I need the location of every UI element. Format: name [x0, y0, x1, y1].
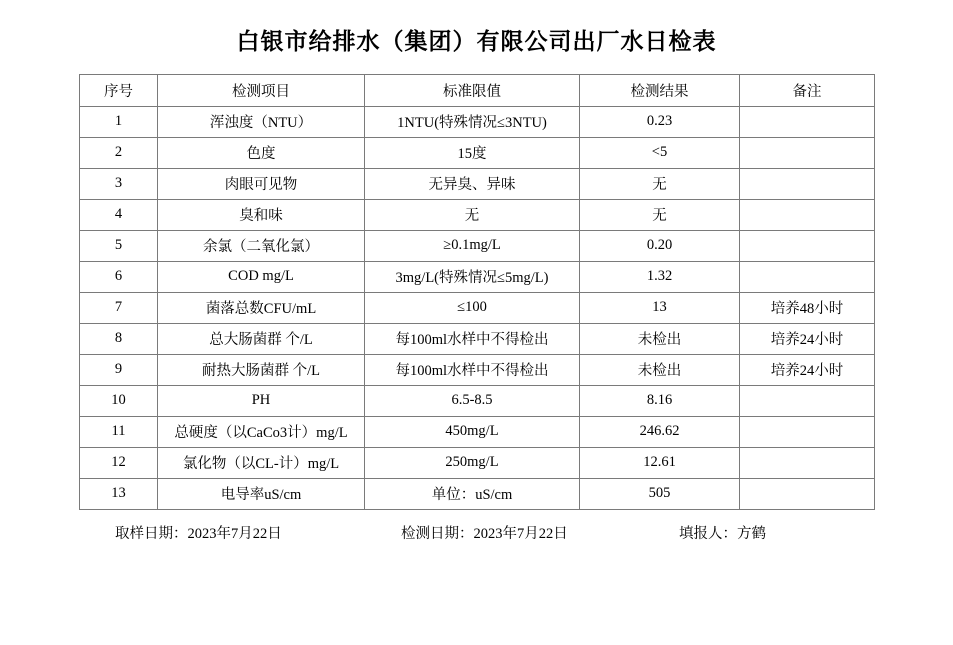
table-row [80, 106, 875, 137]
cell-item: 总硬度（以CaCo3计）mg/L [158, 416, 365, 447]
cell-index: 11 [80, 416, 158, 447]
report-table-wrapper [79, 74, 874, 510]
cell-remark [740, 137, 875, 168]
cell-item: 氯化物（以CL-计）mg/L [158, 447, 365, 478]
cell-item: 总大肠菌群 个/L [158, 323, 365, 354]
cell-item: 菌落总数CFU/mL [158, 292, 365, 323]
table-row [80, 168, 875, 199]
cell-index: 8 [80, 323, 158, 354]
document-page [0, 28, 953, 645]
column-header-index: 序号 [80, 74, 158, 106]
cell-item: 色度 [158, 137, 365, 168]
cell-standard: 1NTU(特殊情况≤3NTU) [365, 106, 580, 137]
table-row [80, 447, 875, 478]
cell-standard: ≤100 [365, 292, 580, 323]
cell-result: 未检出 [580, 354, 740, 385]
cell-index: 2 [80, 137, 158, 168]
cell-index: 7 [80, 292, 158, 323]
cell-result: 无 [580, 168, 740, 199]
cell-standard: 250mg/L [365, 447, 580, 478]
cell-standard: 无异臭、异味 [365, 168, 580, 199]
cell-index: 3 [80, 168, 158, 199]
document-footer [79, 522, 874, 546]
cell-result: 未检出 [580, 323, 740, 354]
cell-standard: 无 [365, 199, 580, 230]
cell-remark: 培养48小时 [740, 292, 875, 323]
cell-index: 12 [80, 447, 158, 478]
cell-standard: 单位：uS/cm [365, 478, 580, 509]
column-header-standard: 标准限值 [365, 74, 580, 106]
cell-result: <5 [580, 137, 740, 168]
table-row [80, 261, 875, 292]
cell-remark [740, 416, 875, 447]
cell-remark [740, 478, 875, 509]
sampling-date: 取样日期：2023年7月22日 [115, 525, 282, 542]
cell-result: 246.62 [580, 416, 740, 447]
cell-remark: 培养24小时 [740, 354, 875, 385]
cell-result: 505 [580, 478, 740, 509]
cell-index: 4 [80, 199, 158, 230]
cell-standard: 每100ml水样中不得检出 [365, 354, 580, 385]
reporter-name: 填报人：方鹤 [679, 525, 766, 542]
cell-remark [740, 199, 875, 230]
cell-item: COD mg/L [158, 261, 365, 292]
cell-standard: ≥0.1mg/L [365, 230, 580, 261]
table-row [80, 323, 875, 354]
table-row [80, 230, 875, 261]
cell-result: 1.32 [580, 261, 740, 292]
cell-result: 无 [580, 199, 740, 230]
cell-remark [740, 385, 875, 416]
testing-date: 检测日期：2023年7月22日 [401, 525, 568, 542]
table-row [80, 137, 875, 168]
cell-item: 余氯（二氧化氯） [158, 230, 365, 261]
cell-item: PH [158, 385, 365, 416]
table-row [80, 354, 875, 385]
cell-index: 13 [80, 478, 158, 509]
table-row [80, 385, 875, 416]
cell-index: 9 [80, 354, 158, 385]
cell-remark [740, 168, 875, 199]
cell-standard: 15度 [365, 137, 580, 168]
cell-item: 浑浊度（NTU） [158, 106, 365, 137]
cell-index: 5 [80, 230, 158, 261]
cell-result: 12.61 [580, 447, 740, 478]
cell-remark: 培养24小时 [740, 323, 875, 354]
cell-result: 8.16 [580, 385, 740, 416]
column-header-item: 检测项目 [158, 74, 365, 106]
cell-result: 13 [580, 292, 740, 323]
cell-remark [740, 230, 875, 261]
cell-item: 臭和味 [158, 199, 365, 230]
cell-item: 耐热大肠菌群 个/L [158, 354, 365, 385]
table-row [80, 416, 875, 447]
cell-remark [740, 106, 875, 137]
cell-index: 6 [80, 261, 158, 292]
cell-remark [740, 261, 875, 292]
table-row [80, 478, 875, 509]
table-row [80, 292, 875, 323]
cell-remark [740, 447, 875, 478]
table-row [80, 199, 875, 230]
cell-result: 0.20 [580, 230, 740, 261]
cell-index: 1 [80, 106, 158, 137]
cell-standard: 3mg/L(特殊情况≤5mg/L) [365, 261, 580, 292]
column-header-remark: 备注 [740, 74, 875, 106]
cell-standard: 每100ml水样中不得检出 [365, 323, 580, 354]
cell-result: 0.23 [580, 106, 740, 137]
cell-item: 电导率uS/cm [158, 478, 365, 509]
column-header-result: 检测结果 [580, 74, 740, 106]
cell-standard: 6.5-8.5 [365, 385, 580, 416]
water-quality-table [79, 74, 875, 510]
cell-item: 肉眼可见物 [158, 168, 365, 199]
cell-index: 10 [80, 385, 158, 416]
cell-standard: 450mg/L [365, 416, 580, 447]
table-header-row [80, 74, 875, 106]
page-title: 白银市给排水（集团）有限公司出厂水日检表 [236, 29, 717, 54]
